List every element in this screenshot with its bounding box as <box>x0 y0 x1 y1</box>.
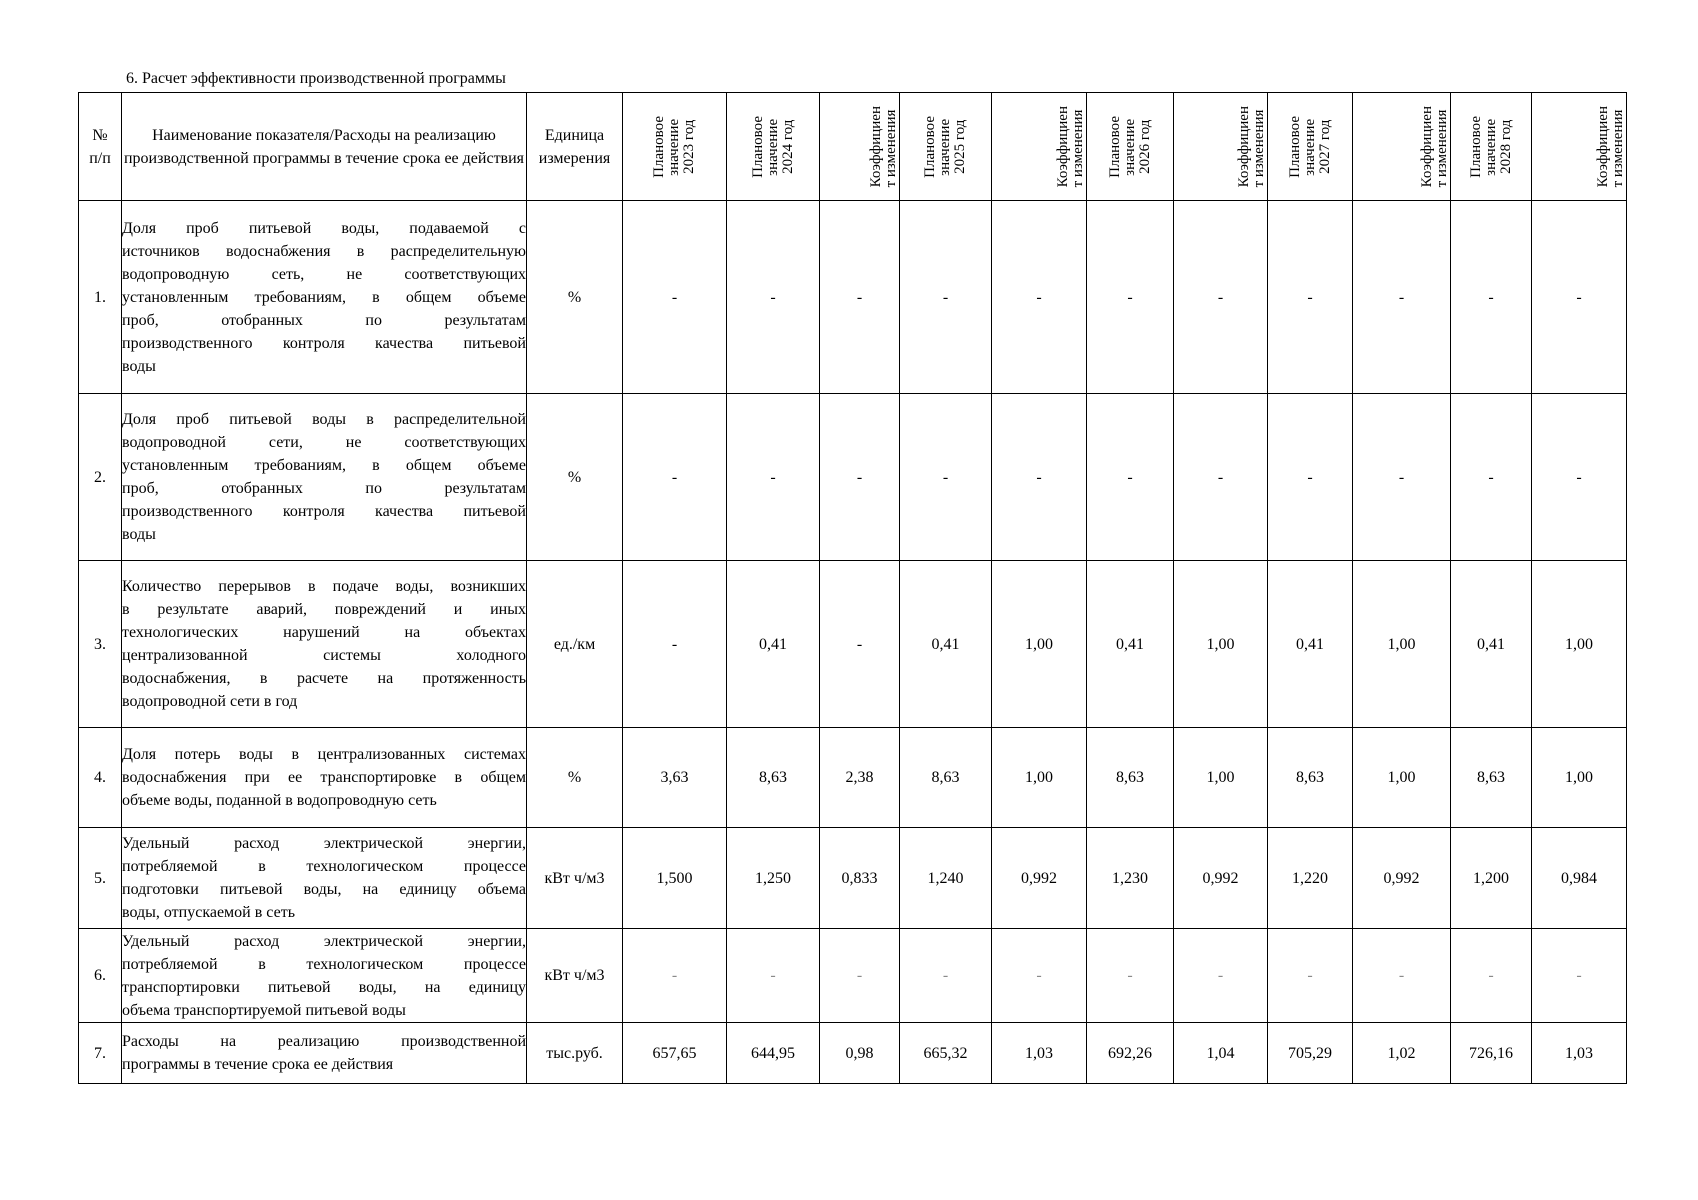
indicator-name-line: централизованной системы холодного <box>122 647 526 664</box>
value-cell: 665,32 <box>900 1023 992 1084</box>
value-cell: 2,38 <box>820 728 900 828</box>
indicator-name <box>122 201 527 394</box>
value-cell: 0,41 <box>900 561 992 728</box>
value-cell: - <box>1353 929 1451 1023</box>
indicator-name-line: подготовки питьевой воды, на единицу объема <box>122 881 526 898</box>
indicator-name <box>122 828 527 929</box>
value-cell: - <box>1174 201 1268 394</box>
value-cell: - <box>1087 394 1174 561</box>
indicator-name-line: транспортировки питьевой воды, на единицу <box>122 978 526 996</box>
table-row <box>79 828 1627 929</box>
value-cell: 0,41 <box>727 561 820 728</box>
row-number: 7. <box>79 1023 122 1084</box>
value-cell: - <box>727 394 820 561</box>
indicator-name-line: Доля проб питьевой воды, подаваемой с <box>122 219 526 237</box>
value-cell: - <box>992 201 1087 394</box>
value-cell: 1,03 <box>1532 1023 1627 1084</box>
value-cell: 692,26 <box>1087 1023 1174 1084</box>
table-caption: 6. Расчет эффективности производственной программы <box>126 70 506 87</box>
indicator-name-line: водопроводной сети в год <box>122 693 298 710</box>
value-cell: - <box>1174 929 1268 1023</box>
value-cell: 1,00 <box>992 728 1087 828</box>
indicator-name-line: Количество перерывов в подаче воды, возникших <box>122 578 526 595</box>
table-row <box>79 561 1627 728</box>
value-cell: 726,16 <box>1451 1023 1532 1084</box>
value-cell: 1,250 <box>727 828 820 929</box>
unit-of-measure: % <box>527 728 623 828</box>
value-cell: 1,500 <box>623 828 727 929</box>
value-cell: 1,220 <box>1268 828 1353 929</box>
indicator-name-line: водоснабжения при ее транспортировке в общем <box>122 769 526 786</box>
header-coef-2026: Коэффициен т изменения <box>1174 93 1268 201</box>
value-cell: 1,02 <box>1353 1023 1451 1084</box>
indicator-name-line: в результате аварий, повреждений и иных <box>122 601 526 618</box>
row-number: 4. <box>79 728 122 828</box>
header-name: Наименование показателя/Расходы на реализацию производственной программы в течение срока ее действия <box>122 93 527 201</box>
indicator-name-line: потребляемой в технологическом процессе <box>122 858 526 875</box>
value-cell: - <box>623 561 727 728</box>
indicator-name-line: установленным требованиям, в общем объеме <box>122 457 526 474</box>
indicator-name-line: программы в течение срока ее действия <box>122 1056 394 1073</box>
value-cell: - <box>900 929 992 1023</box>
unit-of-measure: ед./км <box>527 561 623 728</box>
row-number: 2. <box>79 394 122 561</box>
value-cell: - <box>1451 929 1532 1023</box>
value-cell: - <box>1451 201 1532 394</box>
value-cell: 8,63 <box>1451 728 1532 828</box>
indicator-name-line: воды <box>122 357 156 375</box>
indicator-name-line: Расходы на реализацию производственной <box>122 1033 526 1050</box>
value-cell: - <box>900 394 992 561</box>
value-cell: - <box>1451 394 1532 561</box>
value-cell: 1,240 <box>900 828 992 929</box>
indicator-name <box>122 394 527 561</box>
indicator-name-line: объеме воды, поданной в водопроводную сеть <box>122 792 437 809</box>
indicator-name-line: источников водоснабжения в распределительную <box>122 242 526 260</box>
indicator-name <box>122 1023 527 1084</box>
value-cell: - <box>1532 929 1627 1023</box>
table-row <box>79 728 1627 828</box>
indicator-name <box>122 929 527 1023</box>
table-row <box>79 394 1627 561</box>
value-cell: 1,00 <box>1353 561 1451 728</box>
value-cell: 1,04 <box>1174 1023 1268 1084</box>
value-cell: - <box>1268 929 1353 1023</box>
indicator-name-line: проб, отобранных по результатам <box>122 311 526 329</box>
value-cell: - <box>992 394 1087 561</box>
header-coef-2027: Коэффициен т изменения <box>1353 93 1451 201</box>
header-plan-2023: Плановое значение 2023 год <box>623 93 727 201</box>
value-cell: - <box>1353 201 1451 394</box>
header-plan-2024: Плановое значение 2024 год <box>727 93 820 201</box>
row-number: 5. <box>79 828 122 929</box>
header-coef-2024: Коэффициен т изменения <box>820 93 900 201</box>
indicator-name-line: Доля потерь воды в централизованных системах <box>122 746 526 763</box>
value-cell: 1,00 <box>1353 728 1451 828</box>
unit-of-measure: % <box>527 394 623 561</box>
value-cell: - <box>727 201 820 394</box>
value-cell: 0,984 <box>1532 828 1627 929</box>
value-cell: - <box>727 929 820 1023</box>
indicator-name-line: производственного контроля качества питьевой <box>122 334 526 352</box>
value-cell: - <box>1353 394 1451 561</box>
indicator-name-line: потребляемой в технологическом процессе <box>122 955 526 973</box>
table-row <box>79 929 1627 1023</box>
value-cell: - <box>992 929 1087 1023</box>
indicator-name-line: Удельный расход электрической энергии, <box>122 835 526 852</box>
indicator-name-line: технологических нарушений на объектах <box>122 624 526 641</box>
indicator-name-line: воды, отпускаемой в сеть <box>122 904 295 921</box>
efficiency-table <box>78 92 1627 1084</box>
value-cell: - <box>1268 201 1353 394</box>
header-plan-2026: Плановое значение 2026 год <box>1087 93 1174 201</box>
value-cell: 8,63 <box>1268 728 1353 828</box>
value-cell: 0,992 <box>1174 828 1268 929</box>
value-cell: 0,41 <box>1451 561 1532 728</box>
value-cell: - <box>1268 394 1353 561</box>
header-plan-2025: Плановое значение 2025 год <box>900 93 992 201</box>
value-cell: 644,95 <box>727 1023 820 1084</box>
unit-of-measure: тыс.руб. <box>527 1023 623 1084</box>
value-cell: - <box>623 394 727 561</box>
value-cell: - <box>1087 929 1174 1023</box>
row-number: 1. <box>79 201 122 394</box>
value-cell: 657,65 <box>623 1023 727 1084</box>
value-cell: 0,833 <box>820 828 900 929</box>
header-coef-2028: Коэффициен т изменения <box>1532 93 1627 201</box>
value-cell: - <box>1087 201 1174 394</box>
value-cell: 1,00 <box>1174 728 1268 828</box>
value-cell: 0,992 <box>992 828 1087 929</box>
indicator-name-line: Доля проб питьевой воды в распределительной <box>122 411 526 428</box>
value-cell: - <box>1532 201 1627 394</box>
value-cell: 1,230 <box>1087 828 1174 929</box>
indicator-name-line: воды <box>122 526 156 543</box>
value-cell: - <box>820 929 900 1023</box>
unit-of-measure: кВт ч/м3 <box>527 828 623 929</box>
value-cell: 705,29 <box>1268 1023 1353 1084</box>
indicator-name-line: производственного контроля качества питьевой <box>122 503 526 520</box>
value-cell: - <box>820 561 900 728</box>
value-cell: 8,63 <box>1087 728 1174 828</box>
value-cell: 1,00 <box>1532 561 1627 728</box>
value-cell: 0,992 <box>1353 828 1451 929</box>
row-number: 6. <box>79 929 122 1023</box>
header-unit: Единица измерения <box>527 93 623 201</box>
value-cell: 1,00 <box>1174 561 1268 728</box>
table-row <box>79 1023 1627 1084</box>
value-cell: - <box>1174 394 1268 561</box>
header-plan-2027: Плановое значение 2027 год <box>1268 93 1353 201</box>
indicator-name <box>122 728 527 828</box>
value-cell: 0,41 <box>1268 561 1353 728</box>
header-coef-2025: Коэффициен т изменения <box>992 93 1087 201</box>
indicator-name <box>122 561 527 728</box>
value-cell: 0,41 <box>1087 561 1174 728</box>
indicator-name-line: водопроводную сеть, не соответствующих <box>122 265 526 283</box>
table-header-row <box>79 93 1627 201</box>
value-cell: - <box>820 394 900 561</box>
table-row <box>79 201 1627 394</box>
indicator-name-line: объема транспортируемой питьевой воды <box>122 1001 406 1019</box>
value-cell: 8,63 <box>900 728 992 828</box>
row-number: 3. <box>79 561 122 728</box>
value-cell: - <box>820 201 900 394</box>
value-cell: - <box>1532 394 1627 561</box>
indicator-name-line: Удельный расход электрической энергии, <box>122 932 526 950</box>
header-plan-2028: Плановое значение 2028 год <box>1451 93 1532 201</box>
value-cell: 1,00 <box>992 561 1087 728</box>
value-cell: - <box>900 201 992 394</box>
indicator-name-line: проб, отобранных по результатам <box>122 480 526 497</box>
value-cell: 8,63 <box>727 728 820 828</box>
indicator-name-line: водоснабжения, в расчете на протяженность <box>122 670 526 687</box>
indicator-name-line: установленным требованиям, в общем объеме <box>122 288 526 306</box>
value-cell: 3,63 <box>623 728 727 828</box>
value-cell: 1,03 <box>992 1023 1087 1084</box>
header-num: № п/п <box>79 93 122 201</box>
value-cell: 1,200 <box>1451 828 1532 929</box>
value-cell: 1,00 <box>1532 728 1627 828</box>
value-cell: 0,98 <box>820 1023 900 1084</box>
unit-of-measure: кВт ч/м3 <box>527 929 623 1023</box>
value-cell: - <box>623 929 727 1023</box>
indicator-name-line: водопроводной сети, не соответствующих <box>122 434 526 451</box>
unit-of-measure: % <box>527 201 623 394</box>
value-cell: - <box>623 201 727 394</box>
